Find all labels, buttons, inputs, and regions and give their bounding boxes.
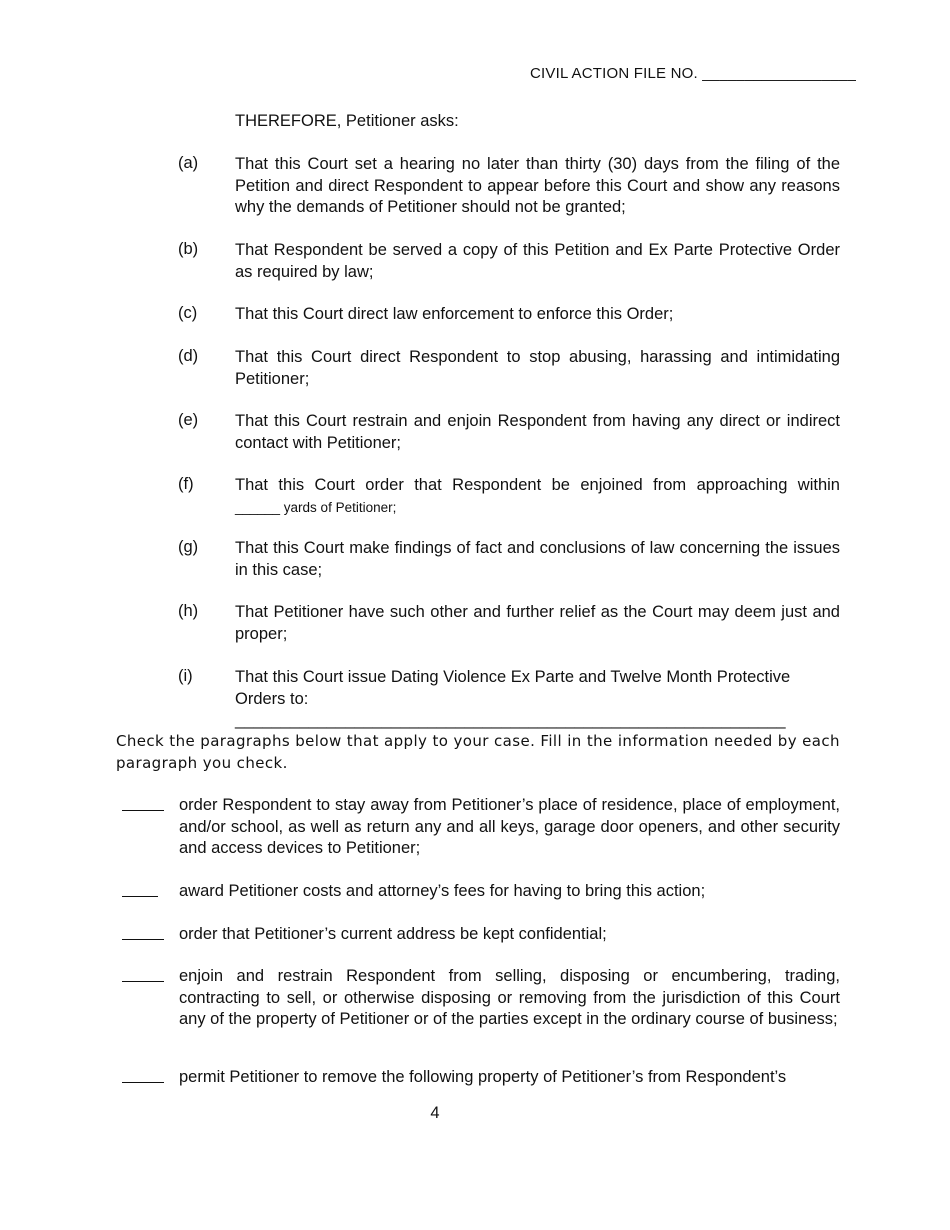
request-h	[178, 602, 840, 645]
checkbox-text: order that Petitioner’s current address be kept confidential;	[179, 925, 607, 943]
checkbox-item-stay-away	[122, 795, 840, 860]
check-blank[interactable]	[122, 966, 164, 982]
check-blank[interactable]	[122, 795, 164, 811]
request-label: (b)	[178, 240, 199, 258]
request-text: That this Court issue Dating Violence Ex Parte and Twelve Month Protective Orders to: ____________________________________________________________	[235, 668, 791, 729]
yards-blank-text: ______ yards of Petitioner;	[235, 499, 397, 515]
checkbox-item-confidential	[122, 924, 840, 946]
request-f	[178, 475, 840, 518]
therefore-heading: THEREFORE, Petitioner asks:	[235, 112, 459, 130]
civil-action-file-no: CIVIL ACTION FILE NO. __________________	[530, 65, 856, 82]
request-i	[178, 667, 840, 732]
request-label: (d)	[178, 347, 199, 365]
page-number: 4	[430, 1104, 440, 1122]
checkbox-text: order Respondent to stay away from Petitioner’s place of residence, place of employment, and/or school, as well as return any and all keys, garage door openers, and other security and access devices to Petitioner;	[179, 796, 840, 857]
request-b	[178, 240, 840, 283]
instructions-text: Check the paragraphs below that apply to your case. Fill in the information needed by each paragraph you check.	[116, 732, 840, 772]
request-label: (c)	[178, 304, 198, 322]
request-d	[178, 347, 840, 390]
checkbox-item-costs	[122, 881, 840, 903]
check-blank[interactable]	[122, 1067, 164, 1083]
request-text: That this Court direct Respondent to stop abusing, harassing and intimidating Petitioner;	[235, 348, 840, 388]
request-label: (e)	[178, 411, 199, 429]
request-label: (a)	[178, 154, 199, 172]
checkbox-text: enjoin and restrain Respondent from selling, disposing or encumbering, trading, contracting to sell, or otherwise disposing or removing from the jurisdiction of this Court any of the property of Petitioner or of the parties except in the ordinary course of business;	[179, 967, 840, 1028]
checkbox-text: permit Petitioner to remove the following property of Petitioner’s from Respondent’s	[179, 1068, 787, 1086]
checkbox-text: award Petitioner costs and attorney’s fees for having to bring this action;	[179, 882, 706, 900]
request-a	[178, 154, 840, 219]
request-text: That this Court order that Respondent be enjoined from approaching within	[235, 476, 840, 494]
request-label: (h)	[178, 602, 199, 620]
check-blank[interactable]	[122, 924, 164, 940]
checkbox-item-enjoin-property	[122, 966, 840, 1031]
check-blank[interactable]	[122, 881, 158, 897]
request-text: That this Court direct law enforcement to enforce this Order;	[235, 305, 674, 323]
request-text: That this Court make findings of fact and conclusions of law concerning the issues in this case;	[235, 539, 840, 579]
request-e	[178, 411, 840, 454]
request-text: That this Court restrain and enjoin Respondent from having any direct or indirect contact with Petitioner;	[235, 412, 840, 452]
checkbox-item-remove-property	[122, 1067, 840, 1089]
request-text: That this Court set a hearing no later than thirty (30) days from the filing of the Petition and direct Respondent to appear before this Court and show any reasons why the demands of Petitioner should not be granted;	[235, 155, 840, 216]
request-label: (i)	[178, 667, 193, 685]
request-text: That Petitioner have such other and further relief as the Court may deem just and proper;	[235, 603, 840, 643]
request-c	[178, 304, 840, 326]
request-g	[178, 538, 840, 581]
request-label: (g)	[178, 538, 199, 556]
request-label: (f)	[178, 475, 194, 493]
request-text: That Respondent be served a copy of this Petition and Ex Parte Protective Order as required by law;	[235, 241, 840, 281]
